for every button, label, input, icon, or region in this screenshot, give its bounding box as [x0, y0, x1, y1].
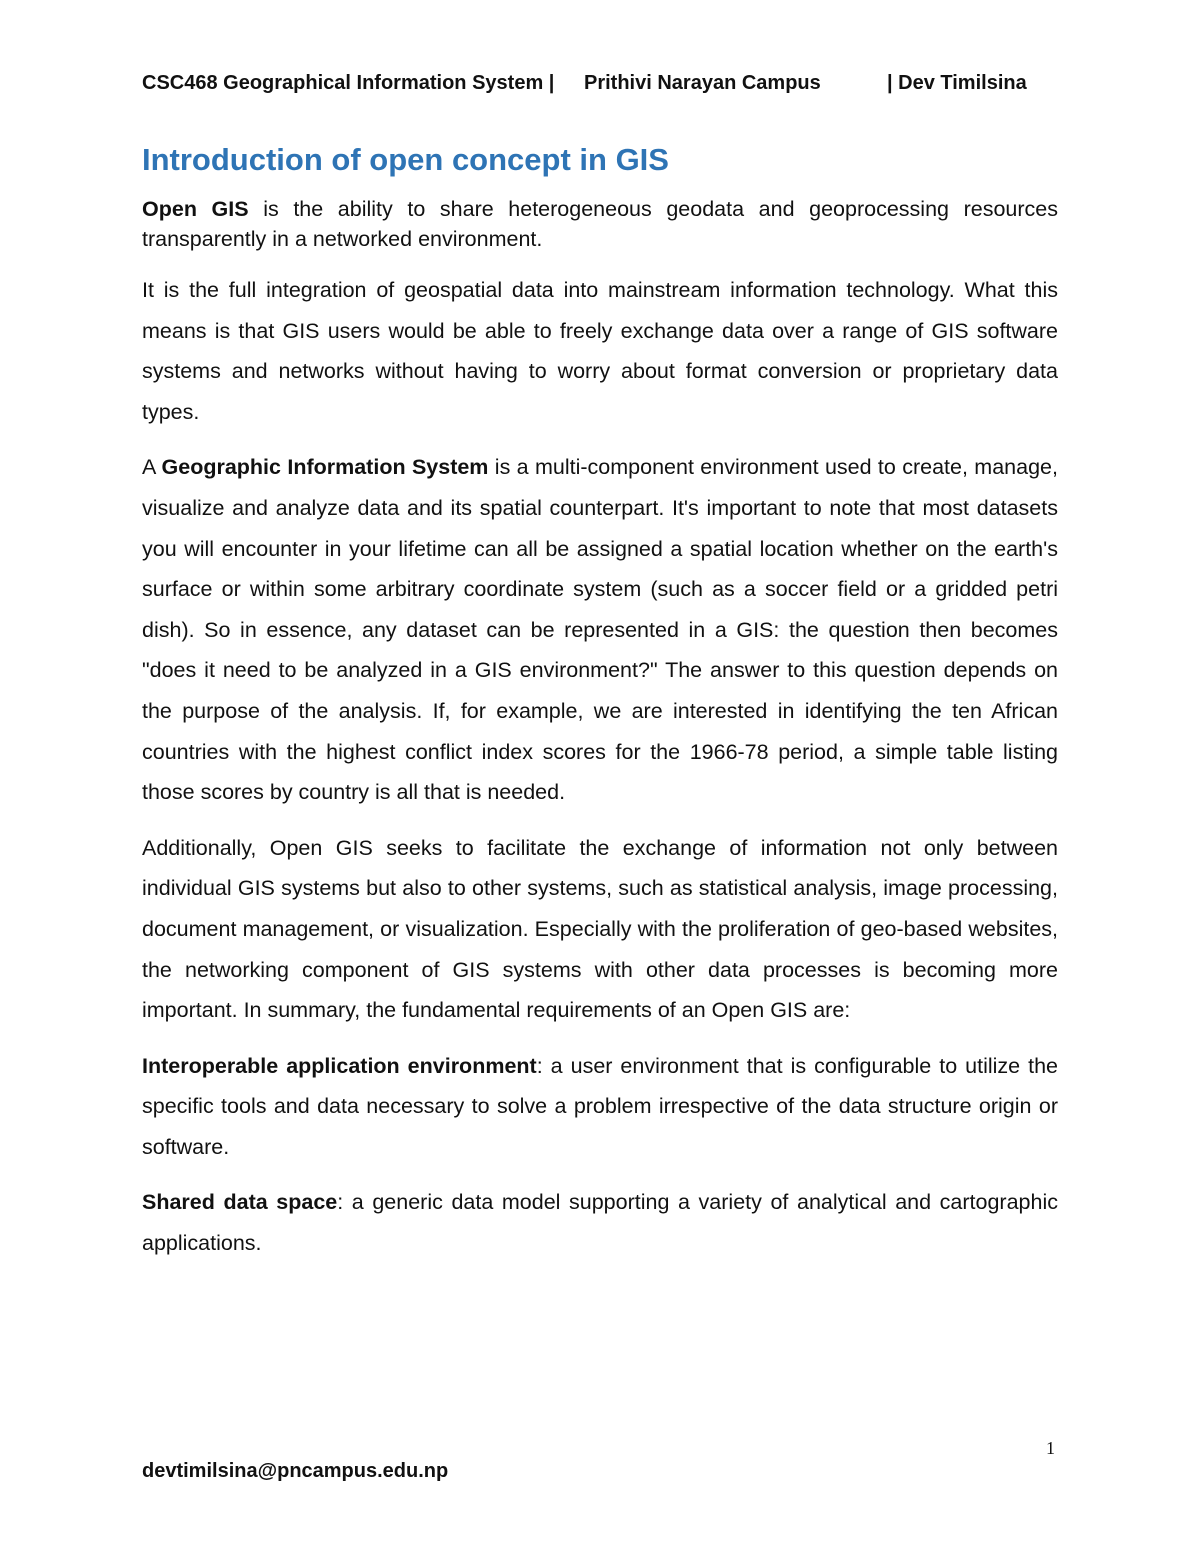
paragraph-text: It is the full integration of geospatial data into mainstream information technology. What this means is that GIS users would be able to freely exchange data over a range of GIS software systems and networks without having to worry about format conversion or proprietary data types. [142, 278, 1058, 424]
paragraph-open-gis-definition [142, 194, 1058, 254]
header-author: | Dev Timilsina [887, 72, 1027, 94]
page-header [142, 72, 1062, 95]
paragraph-text: : a generic data model supporting a variety of analytical and cartographic applications. [142, 1190, 1058, 1256]
paragraph-interoperable [142, 1046, 1058, 1168]
paragraph-prefix: A [142, 455, 162, 480]
header-course: CSC468 Geographical Information System | [142, 72, 555, 94]
term-shared-data-space: Shared data space [142, 1190, 338, 1215]
term-interoperable: Interoperable application environment [142, 1053, 537, 1078]
paragraph-text: is the ability to share heterogeneous geodata and geoprocessing resources transparently in a networked environment. [142, 197, 1058, 251]
paragraph-integration [142, 270, 1058, 432]
term-open-gis: Open GIS [142, 197, 249, 221]
header-campus: Prithivi Narayan Campus [584, 72, 821, 94]
paragraph-additionally [142, 828, 1058, 1031]
section-title: Introduction of open concept in GIS [142, 142, 669, 177]
paragraph-text: : a user environment that is configurable to utilize the specific tools and data necessary to solve a problem irrespective of the data structure origin or software. [142, 1053, 1059, 1159]
paragraph-text: Additionally, Open GIS seeks to facilitate the exchange of information not only between individual GIS systems but also to other systems, such as statistical analysis, image processing, document management, or visualization. Especially with the proliferation of geo-based websites, the networking component of GIS systems with other data processes is becoming more important. In summary, the fundamental requirements of an Open GIS are: [142, 835, 1058, 1023]
paragraph-text: is a multi-component environment used to create, manage, visualize and analyze data and its spatial counterpart. It's important to note that most datasets you will encounter in your lifetime can all be assigned a spatial location whether on the earth's surface or within some arbitrary coordinate system (such as a soccer field or a gridded petri dish). So in essence, any dataset can be represented in a GIS: the question then becomes "does it need to be analyzed in a GIS environment?" The answer to this question depends on the purpose of the analysis. If, for example, we are interested in identifying the ten African countries with the highest conflict index scores for the 1966-78 period, a simple table listing those scores by country is all that is needed. [142, 455, 1058, 805]
paragraph-gis-definition [142, 447, 1058, 812]
page-number: 1 [1046, 1438, 1055, 1458]
paragraph-shared-data [142, 1182, 1058, 1263]
document-body [142, 194, 1058, 1279]
term-gis: Geographic Information System [161, 455, 489, 480]
footer-email: devtimilsina@pncampus.edu.np [142, 1460, 449, 1482]
